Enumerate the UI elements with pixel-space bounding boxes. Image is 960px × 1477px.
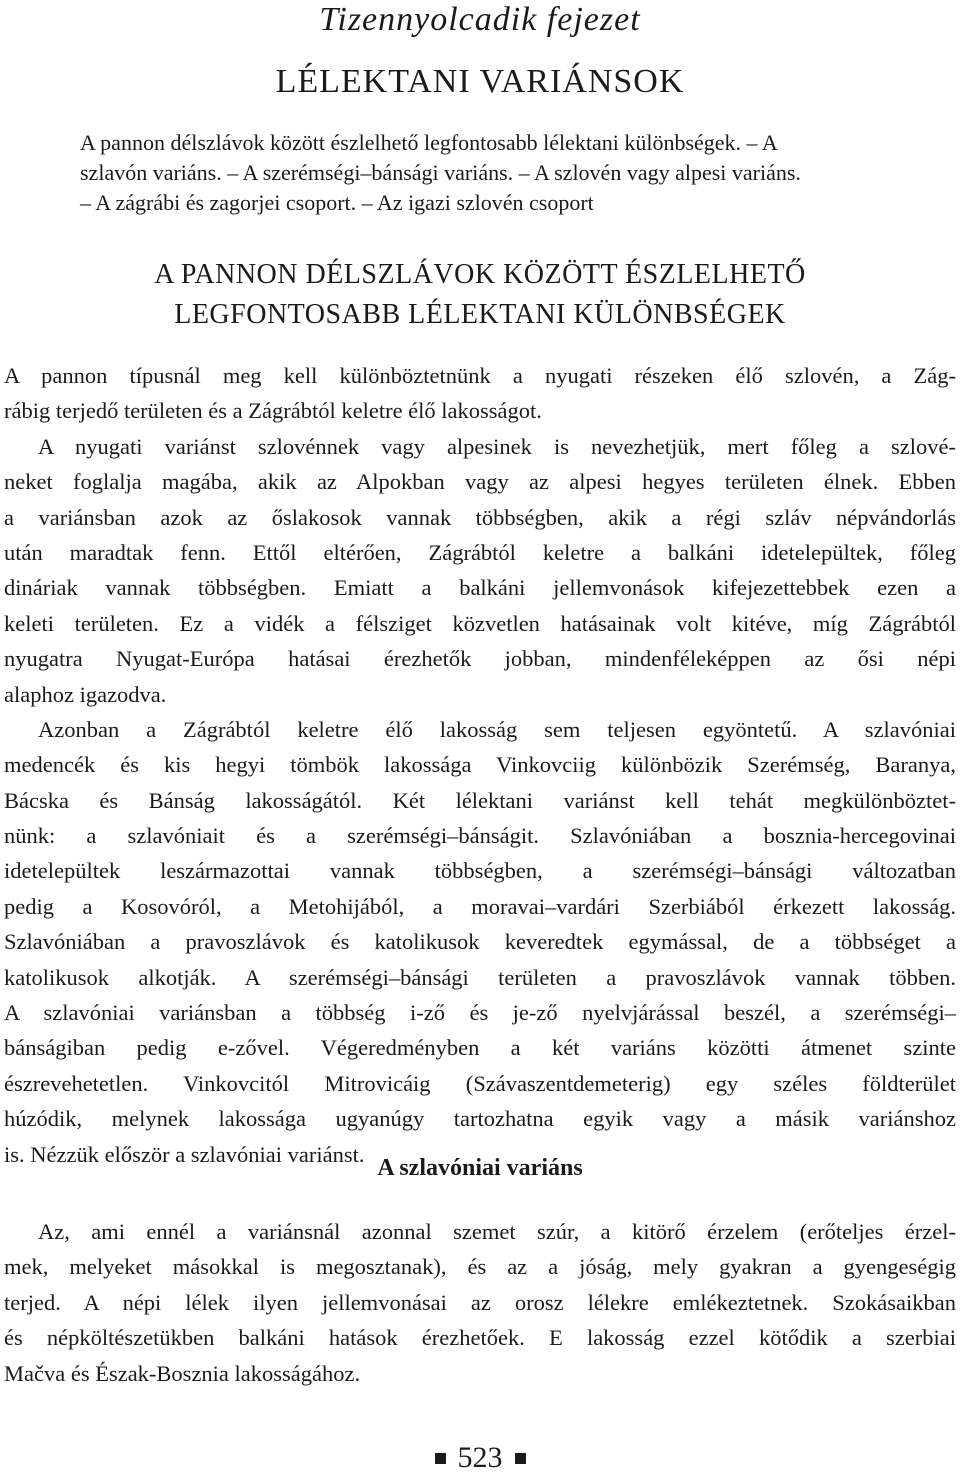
chapter-label: Tizennyolcadik fejezet <box>319 1 641 38</box>
body-text <box>4 358 956 1172</box>
body-line: rábig terjedő területen és a Zágrábtól keletre élő lakosságot. <box>4 398 542 424</box>
body-line: terjed. A népi lélek ilyen jellemvonásai az orosz lélekre emlékeztetnek. Szokásaikban <box>4 1289 956 1315</box>
body-line: mek, melyeket másokkal is megosztanak), és az a jóság, mely gyakran a gyengeségig <box>4 1254 956 1280</box>
body-line: idetelepültek leszármazottai vannak többségben, a szerémségi–bánsági változatban <box>4 858 956 884</box>
section-heading <box>0 255 960 335</box>
body-line: A szlavóniai variánsban a többség i-ző és je-ző nyelvjárással beszél, a szerémségi– <box>4 1000 956 1026</box>
body-line: keleti területen. Ez a vidék a félsziget közvetlen hatásainak volt kitéve, míg Zágrábtól <box>4 610 956 636</box>
body-line: Bácska és Bánság lakosságától. Két lélektani variánst kell tehát megkülönböztet- <box>4 787 956 813</box>
body-line: nünk: a szlavóniait és a szerémségi–bánságit. Szlavóniában a bosznia-hercegovinai <box>4 823 956 849</box>
body-line: észrevehetetlen. Vinkovcitól Mitrovicáig (Szávaszentdemeterig) egy széles földterület <box>4 1070 956 1096</box>
body-line: húzódik, melynek lakossága ugyanúgy tartozhatna egyik vagy a másik variánshoz <box>4 1106 956 1132</box>
body-line: Azonban a Zágrábtól keletre élő lakosság sem teljesen egyöntetű. A szlavóniai <box>38 716 956 742</box>
body-line: is. Nézzük először a szlavóniai variánst. <box>4 1141 365 1167</box>
page-footer <box>0 1440 960 1476</box>
body-line: Mačva és Észak-Bosznia lakosságához. <box>4 1360 361 1386</box>
body-line: medencék és kis hegyi tömbök lakossága Vinkovciig különbözik Szerémség, Baranya, <box>4 752 956 778</box>
body-line: Szlavóniában a pravoszlávok és katolikusok keveredtek egymással, de a többséget a <box>4 929 956 955</box>
body-line: dináriak vannak többségben. Emiatt a balkáni jellemvonások kifejezettebbek ezen a <box>4 575 956 601</box>
square-bullet-icon <box>515 1453 526 1464</box>
square-bullet-icon <box>435 1453 446 1464</box>
section-heading-line: A PANNON DÉLSZLÁVOK KÖZÖTT ÉSZLELHETŐ <box>154 259 806 290</box>
body-line: pedig a Kosovóról, a Metohijából, a moravai–vardári Szerbiából érkezett lakosság. <box>4 893 956 919</box>
body-text-2 <box>4 1214 956 1391</box>
body-line: katolikusok alkotják. A szerémségi–bánsági területen a pravoszlávok vannak többen. <box>4 964 956 990</box>
body-line: nyugatra Nyugat-Európa hatásai érezhetők jobban, mindenféleképpen az ősi népi <box>4 646 956 672</box>
page-number: 523 <box>457 1441 503 1474</box>
sub-heading: A szlavóniai variáns <box>377 1155 583 1181</box>
summary-line: A pannon délszlávok között észlelhető legfontosabb lélektani különbségek. – A <box>80 130 778 155</box>
chapter-title: LÉLEKTANI VARIÁNSOK <box>275 63 685 100</box>
body-line: és népköltészetükben balkáni hatások érezhetőek. E lakosság ezzel kötődik a szerbiai <box>4 1325 956 1351</box>
body-line: neket foglalja magába, akik az Alpokban vagy az alpesi hegyes területen élnek. Ebben <box>4 469 956 495</box>
body-line: a variánsban azok az őslakosok vannak többségben, akik a régi szláv népvándorlás <box>4 504 956 530</box>
body-line: bánságiban pedig e-zővel. Végeredményben a két variáns közötti átmenet szinte <box>4 1035 956 1061</box>
body-line: A nyugati variánst szlovénnek vagy alpesinek is nevezhetjük, mert főleg a szlové- <box>38 433 956 459</box>
summary-line: szlavón variáns. – A szerémségi–bánsági variáns. – A szlovén vagy alpesi variáns. <box>80 160 801 185</box>
body-line: A pannon típusnál meg kell különböztetnünk a nyugati részeken élő szlovén, a Zág- <box>4 363 956 388</box>
body-line: után maradtak fenn. Ettől eltérően, Zágrábtól keletre a balkáni idetelepültek, főleg <box>4 539 956 565</box>
section-heading-line: LEGFONTOSABB LÉLEKTANI KÜLÖNBSÉGEK <box>174 299 786 330</box>
body-line: Az, ami ennél a variánsnál azonnal szemet szúr, a kitörő érzelem (erőteljes érzel- <box>38 1219 956 1244</box>
chapter-summary <box>80 128 880 218</box>
summary-line: – A zágrábi és zagorjei csoport. – Az igazi szlovén csoport <box>80 190 594 215</box>
body-line: alaphoz igazodva. <box>4 681 167 707</box>
